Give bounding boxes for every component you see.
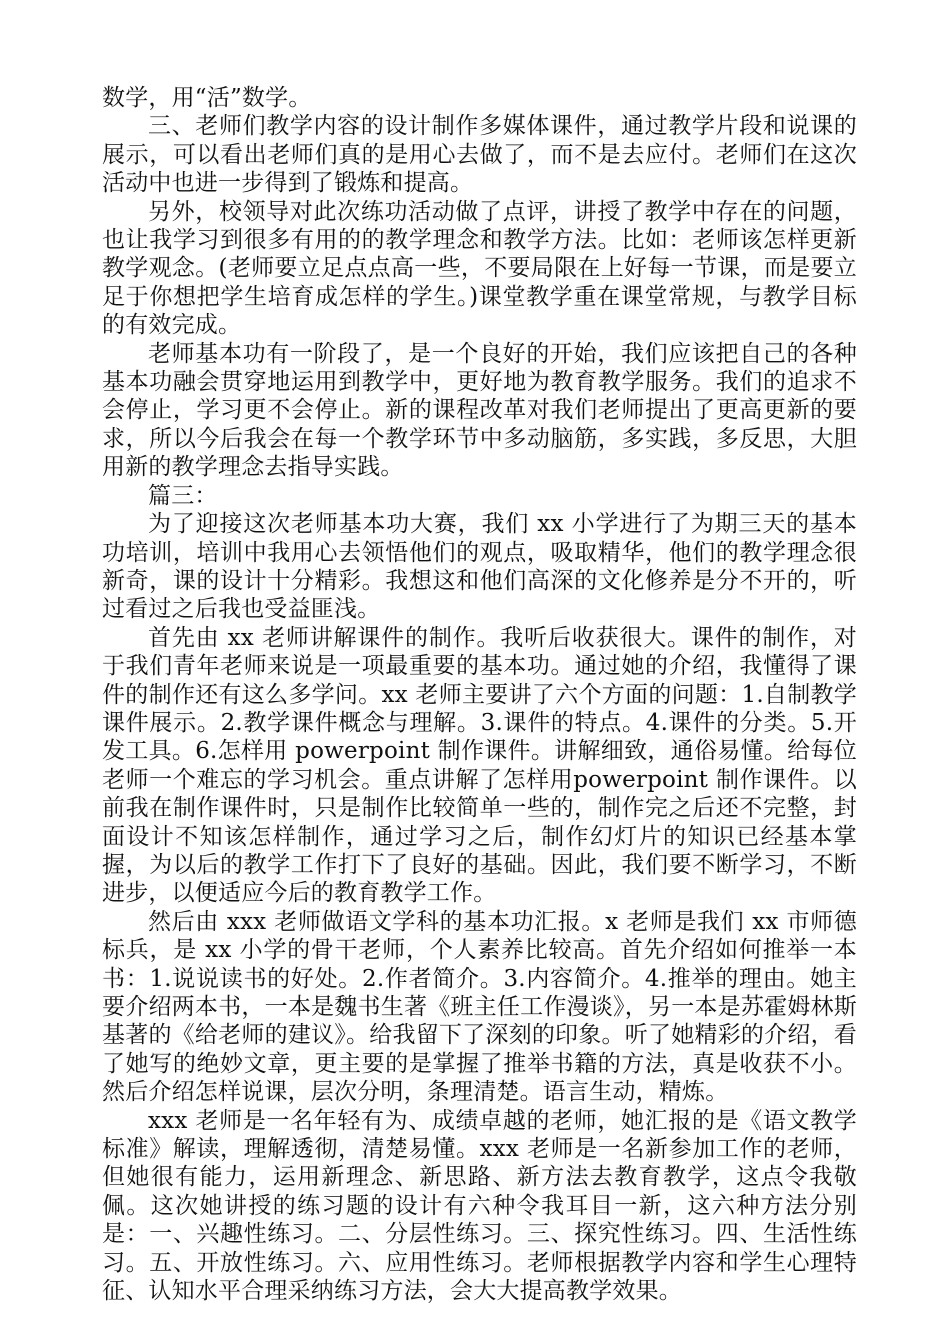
paragraph-continuation: 数学，用“活”数学。 <box>102 85 312 111</box>
paragraph-curriculum-standard: xxx 老师是一名年轻有为、成绩卓越的老师，她汇报的是《语文教学标准》解读，理解透彻，清楚易懂。xxx 老师是一名新参加工作的老师，但她很有能力，运用新理念、新思路、新方法去教育教学，这点令我敬佩。这次她讲授的练习题的设计有六种令我耳目一新，这六种方法分别是：一、兴趣性练习。二、分层性练习。三、探究性练习。四、生活性练习。五、开放性练习。六、应用性练习。老师根据教学内容和学生心理特征、认知水平合理采纳练习方法，会大大提高教学效果。 <box>102 1107 857 1305</box>
paragraph-leader-review: 另外，校领导对此次练功活动做了点评，讲授了教学中存在的问题，也让我学习到很多有用的的教学理念和教学方法。比如：老师该怎样更新教学观念。(老师要立足点点高一些，不要局限在上好每一节课，而是要立足于你想把学生培育成怎样的学生。)课堂教学重在课堂常规，与教学目标的有效完成。 <box>102 198 857 339</box>
paragraph-section-three: 三、老师们教学内容的设计制作多媒体课件，通过教学片段和说课的展示，可以看出老师们真的是用心去做了，而不是去应付。老师们在这次活动中也进一步得到了锻炼和提高。 <box>102 113 857 197</box>
section-heading-part-three: 篇三： <box>148 482 218 509</box>
paragraph-chinese-report: 然后由 xxx 老师做语文学科的基本功汇报。x 老师是我们 xx 市师德标兵，是 xx 小学的骨干老师，个人素养比较高。首先介绍如何推举一本书：1.说说读书的好处。2.作者简介。3.内容简介。4.推举的理由。她主要介绍两本书，一本是魏书生著《班主任工作漫谈》，另一本是苏霍姆林斯基著的《给老师的建议》。给我留下了深刻的印象。听了她精彩的介绍，看了她写的绝妙文章，更主要的是掌握了推举书籍的方法，真是收获不小。然后介绍怎样说课，层次分明，条理清楚。语言生动，精炼。 <box>102 908 857 1106</box>
paragraph-basic-skills: 老师基本功有一阶段了，是一个良好的开始，我们应该把自己的各种基本功融会贯穿地运用到教学中，更好地为教育教学服务。我们的追求不会停止，学习更不会停止。新的课程改革对我们老师提出了更高更新的要求，所以今后我会在每一个教学环节中多动脑筋，多实践，多反思，大胆用新的教学理念去指导实践。 <box>102 340 857 481</box>
paragraph-courseware: 首先由 xx 老师讲解课件的制作。我听后收获很大。课件的制作，对于我们青年老师来说是一项最重要的基本功。通过她的介绍，我懂得了课件的制作还有这么多学问。xx 老师主要讲了六个方面的问题：1.自制教学课件展示。2.教学课件概念与理解。3.课件的特点。4.课件的分类。5.开发工具。6.怎样用 powerpoint 制作课件。讲解细致，通俗易懂。给每位老师一个难忘的学习机会。重点讲解了怎样用powerpoint 制作课件。以前我在制作课件时，只是制作比较简单一些的，制作完之后还不完整，封面设计不知该怎样制作，通过学习之后，制作幻灯片的知识已经基本掌握，为以后的教学工作打下了良好的基础。因此，我们要不断学习，不断进步，以便适应今后的教育教学工作。 <box>102 624 857 907</box>
paragraph-training-intro: 为了迎接这次老师基本功大赛，我们 xx 小学进行了为期三天的基本功培训，培训中我用心去领悟他们的观点，吸取精华，他们的教学理念很新奇，课的设计十分精彩。我想这和他们高深的文化修养是分不开的，听过看过之后我也受益匪浅。 <box>102 511 857 623</box>
document-page <box>102 84 857 1305</box>
